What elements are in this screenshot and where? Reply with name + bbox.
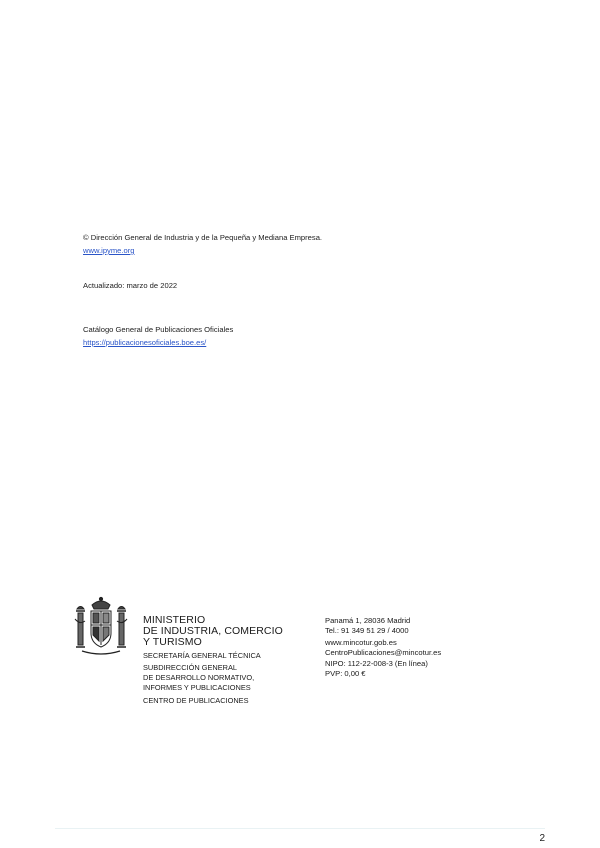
contact-address: Panamá 1, 28036 Madrid	[325, 616, 411, 625]
contact-nipo: NIPO: 112-22-008-3 (En línea)	[325, 659, 428, 668]
ministry-name-line1: MINISTERIO	[143, 614, 206, 626]
catalog-link[interactable]: https://publicacionesoficiales.boe.es/	[83, 338, 207, 347]
contact-web-link[interactable]: www.mincotur.gob.es	[325, 638, 397, 647]
ipyme-link[interactable]: www.ipyme.org	[83, 246, 135, 255]
contact-tel: Tel.: 91 349 51 29 / 4000	[325, 626, 409, 635]
contact-email-link[interactable]: CentroPublicaciones@mincotur.es	[325, 648, 442, 657]
contact-pvp: PVP: 0,00 €	[325, 669, 366, 678]
secretaria-general: SECRETARÍA GENERAL TÉCNICA	[143, 651, 261, 660]
coat-of-arms-icon	[72, 595, 130, 657]
ministry-name-line2: DE INDUSTRIA, COMERCIO	[143, 625, 283, 637]
copyright-text: © Dirección General de Industria y de la Pequeña y Mediana Empresa.	[83, 233, 323, 242]
updated-date: Actualizado: marzo de 2022	[83, 281, 178, 290]
page-number: 2	[539, 833, 545, 844]
subdireccion-line2: DE DESARROLLO NORMATIVO,	[143, 673, 255, 682]
subdireccion-line1: SUBDIRECCIÓN GENERAL	[143, 663, 238, 672]
catalog-text: Catálogo General de Publicaciones Oficiales	[83, 325, 234, 334]
ministry-name-line3: Y TURISMO	[143, 636, 202, 648]
footer-divider	[55, 828, 545, 829]
centro-publicaciones: CENTRO DE PUBLICACIONES	[143, 696, 249, 705]
subdireccion-line3: INFORMES Y PUBLICACIONES	[143, 683, 251, 692]
